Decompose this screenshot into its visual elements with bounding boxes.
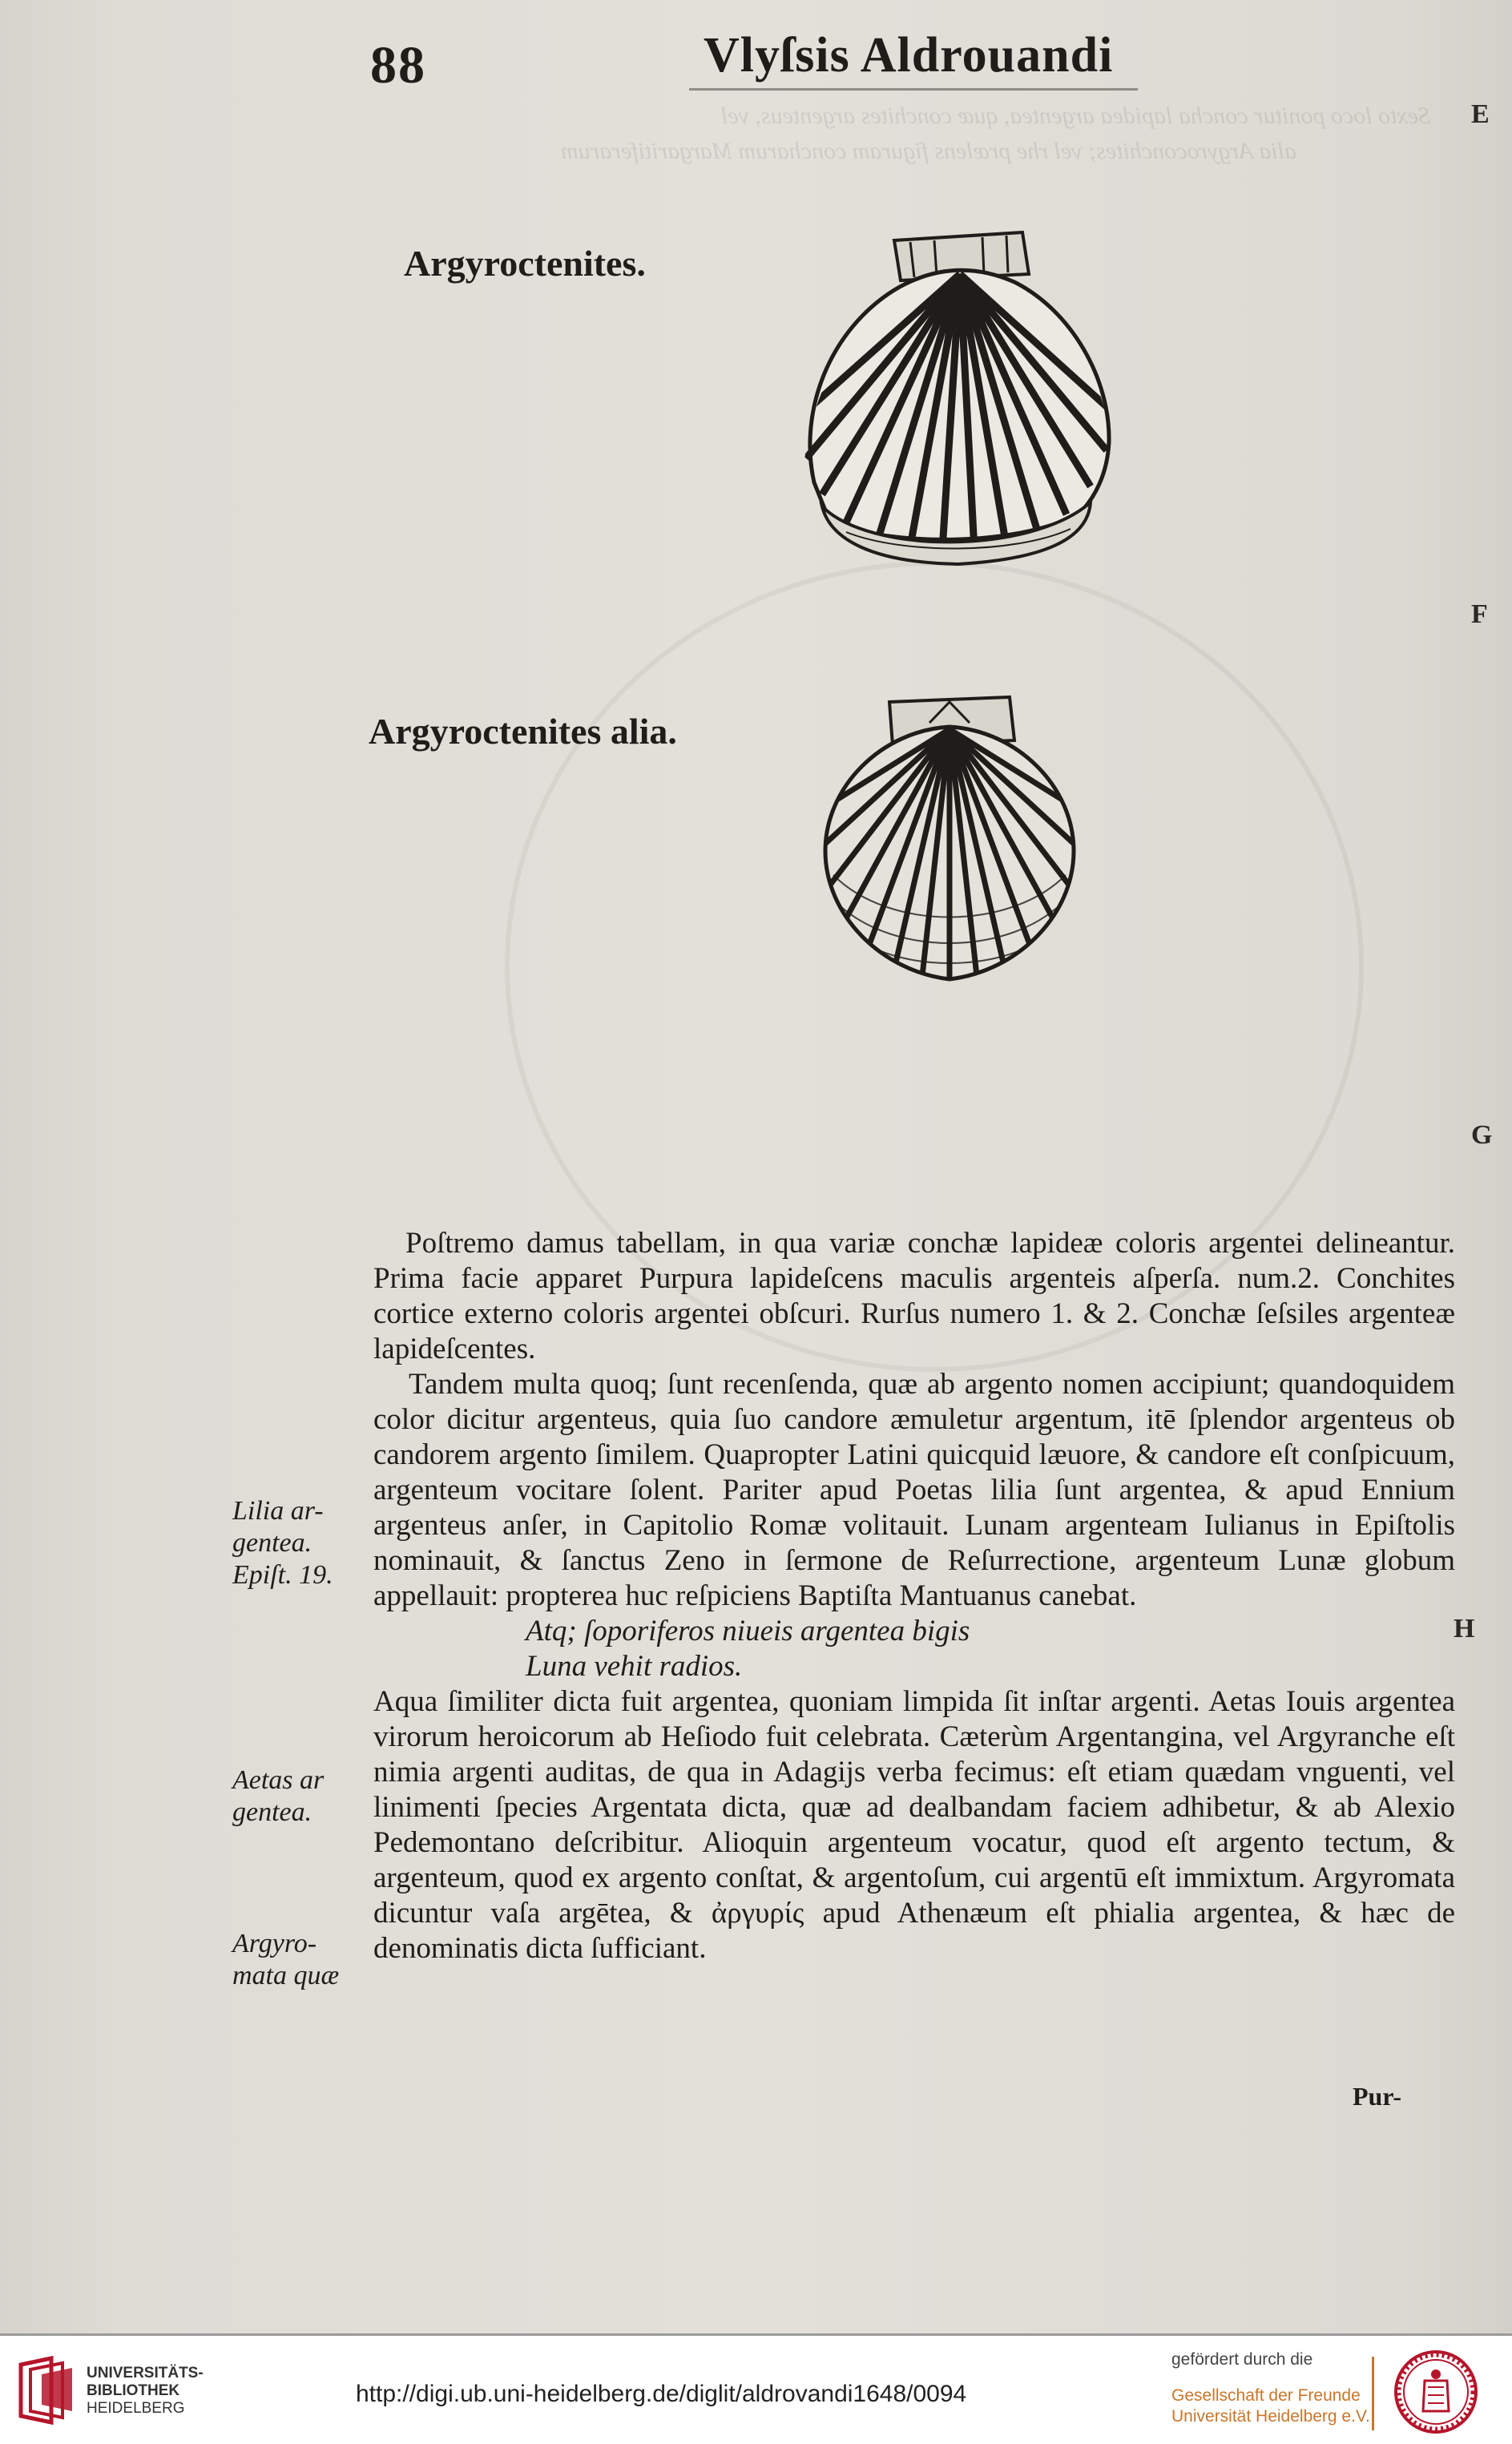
header-rule [689, 88, 1138, 91]
library-name [87, 2365, 204, 2418]
marginal-note-argyromata: Argyro- mata quæ [232, 1929, 340, 1990]
verse-line: Luna vehit radios. [526, 1650, 743, 1683]
scallop-shell-icon [809, 691, 1088, 987]
society-name [1171, 2386, 1370, 2427]
running-head: Vlyſsis Aldrouandi [704, 28, 1114, 83]
library-name-line: UNIVERSITÄTS- [87, 2365, 204, 2381]
marginal-note-lilia: Lilia ar- gentea. Epiſt. 19. [232, 1496, 333, 1590]
library-name-line: HEIDELBERG [87, 2400, 185, 2417]
university-seal-icon [1393, 2349, 1479, 2435]
verse-line: Atq; ſoporiferos niueis argentea bigis [526, 1615, 970, 1647]
paragraph-aqua-argentea: Aqua ſimiliter dicta fuit argentea, quoniam limpida ſit inſtar argenti. Aetas Iouis argentea virorum heroicorum ab Heſiodo fuit celebrata. Cæterùm Argentangina, vel Argyranche eſt nimia argenti auditas, de qua in Adagijs verba fecimus: eſt etiam quædam vnguenti, vel linimenti ſpecies Argentata dicta, quæ ad dealbandam faciem adhibetur, & ab Alexio Pedemontano deſcribitur. Alioquin argenteum vocatur, quod eſt argento tectum, & argenteum, quod ex argento conſtat, & argentoſum, cui argentū eſt immixtum. Argyromata dicuntur vaſa argētea, & ἀργυρίς apud Athenæum eſt phialia argentea, & hæc de denominatis dicta ſufficiant. [373, 1685, 1455, 1965]
figure-caption-argyroctenites: Argyroctenites. [404, 243, 646, 284]
edge-letter-h: H [1454, 1614, 1475, 1643]
bleed-through-line: alia Argyroconchites; vel rhe prælens figuram concharum Margaritiferarum [561, 138, 1296, 164]
permalink-url[interactable]: http://digi.ub.uni-heidelberg.de/diglit/aldrovandi1648/0094 [356, 2381, 967, 2407]
marginal-note-aetas: Aetas ar gentea. [232, 1765, 325, 1827]
footer-divider [1372, 2357, 1374, 2430]
funded-by-label: gefördert durch die [1171, 2350, 1313, 2369]
page-number: 88 [370, 36, 426, 95]
edge-letter-e: E [1471, 99, 1490, 129]
main-text [373, 1226, 1455, 1966]
society-name-line: Gesellschaft der Freunde [1171, 2386, 1361, 2405]
library-name-line: BIBLIOTHEK [87, 2382, 180, 2399]
university-library-logo-icon [14, 2355, 79, 2427]
edge-letter-g: G [1471, 1120, 1493, 1150]
edge-letter-f: F [1471, 599, 1488, 629]
catchword: Pur- [1353, 2082, 1402, 2111]
paragraph-tabella: Poſtremo damus tabellam, in qua variæ conchæ lapideæ coloris argentei delineantur. Prima facie apparet Purpura lapideſcens maculis argenteis aſperſa. num.2. Conchites cortice externo coloris argentei obſcuri. Rurſus numero 1. & 2. Conchæ ſeſsiles argenteæ lapideſcentes. [373, 1227, 1455, 1365]
paragraph-argenteus: Tandem multa quoq; ſunt recenſenda, quæ ab argento nomen accipiunt; quandoquidem color dicitur argenteus, quia ſuo candore æmuletur argentum, itē ſplendor argenteus ob candorem argento ſimilem. Quapropter Latini quicquid læuore, & candore eſt conſpicuum, argenteum vocitare ſolent. Pariter apud Poetas lilia ſunt argentea, & apud Ennium argenteus anſer, in Capitolio Romæ volitauit. Lunam argenteam Iulianus in Epiſtolis nominauit, & ſanctus Zeno in ſermone de Reſurrectione, argenteum Lunæ globum appellauit: propterea huc reſpiciens Baptiſta Mantuanus canebat. [373, 1368, 1455, 1612]
digitization-footer [0, 2333, 1512, 2444]
society-name-line: Universität Heidelberg e.V. [1171, 2407, 1370, 2426]
figure-caption-argyroctenites-alia: Argyroctenites alia. [369, 711, 677, 752]
scallop-shell-icon [774, 218, 1123, 571]
bleed-through-line: Sexto loco ponitur concha lapidea argentea, quæ conchites argenteus, vel [721, 103, 1431, 129]
